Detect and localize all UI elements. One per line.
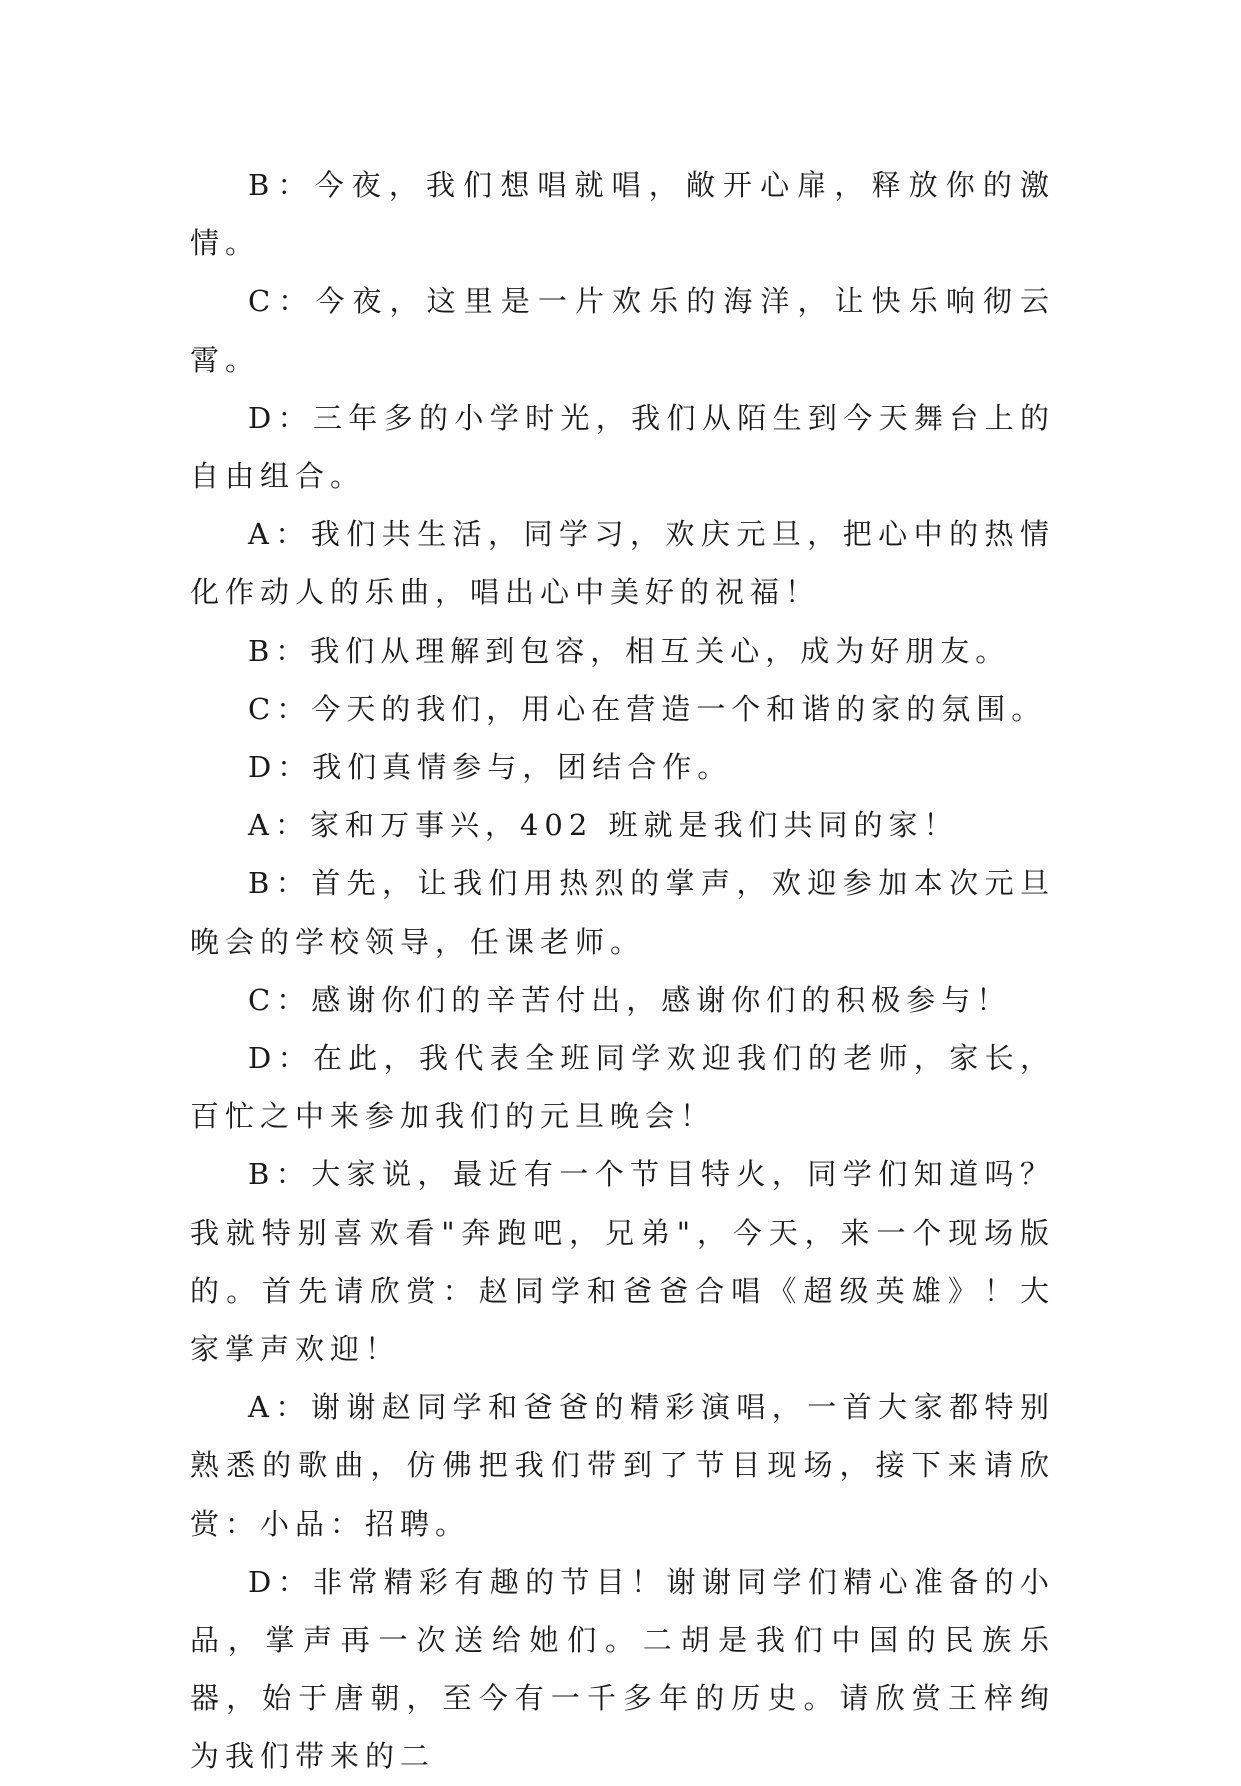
paragraph: A：家和万事兴，402 班就是我们共同的家！	[248, 808, 959, 843]
paragraph: C：今天的我们，用心在营造一个和谐的家的氛围。	[248, 691, 1047, 726]
paragraph: B：我们从理解到包容，相互关心，成为好朋友。	[248, 633, 1011, 668]
paragraph: D：在此，我代表全班同学欢迎我们的老师，家长，百忙之中来参加我们的元旦晚会！	[190, 1041, 1055, 1134]
document-body	[190, 156, 1055, 1786]
paragraph: C：今夜，这里是一片欢乐的海洋，让快乐响彻云霄。	[190, 284, 1055, 377]
paragraph: B：大家说，最近有一个节目特火，同学们知道吗？我就特别喜欢看"奔跑吧，兄弟"，今天，来一个现场版的。首先请欣赏：赵同学和爸爸合唱《超级英雄》！大家掌声欢迎！	[190, 1157, 1055, 1367]
paragraph: D：非常精彩有趣的节目！谢谢同学们精心准备的小品，掌声再一次送给她们。二胡是我们中国的民族乐器，始于唐朝，至今有一千多年的历史。请欣赏王梓绚为我们带来的二	[190, 1564, 1055, 1774]
paragraph: B：首先，让我们用热烈的掌声，欢迎参加本次元旦晚会的学校领导，任课老师。	[190, 866, 1055, 959]
paragraph: C：感谢你们的辛苦付出，感谢你们的积极参与！	[248, 982, 1012, 1017]
paragraph: D：三年多的小学时光，我们从陌生到今天舞台上的自由组合。	[190, 400, 1055, 494]
paragraph: B：今夜，我们想唱就唱，敞开心扉，释放你的激情。	[190, 168, 1055, 261]
paragraph: A：我们共生活，同学习，欢庆元旦，把心中的热情化作动人的乐曲，唱出心中美好的祝福！	[190, 517, 1055, 610]
paragraph: A：谢谢赵同学和爸爸的精彩演唱，一首大家都特别熟悉的歌曲，仿佛把我们带到了节目现场，接下来请欣赏：小品：招聘。	[190, 1390, 1055, 1541]
paragraph: D：我们真情参与，团结合作。	[248, 750, 733, 785]
